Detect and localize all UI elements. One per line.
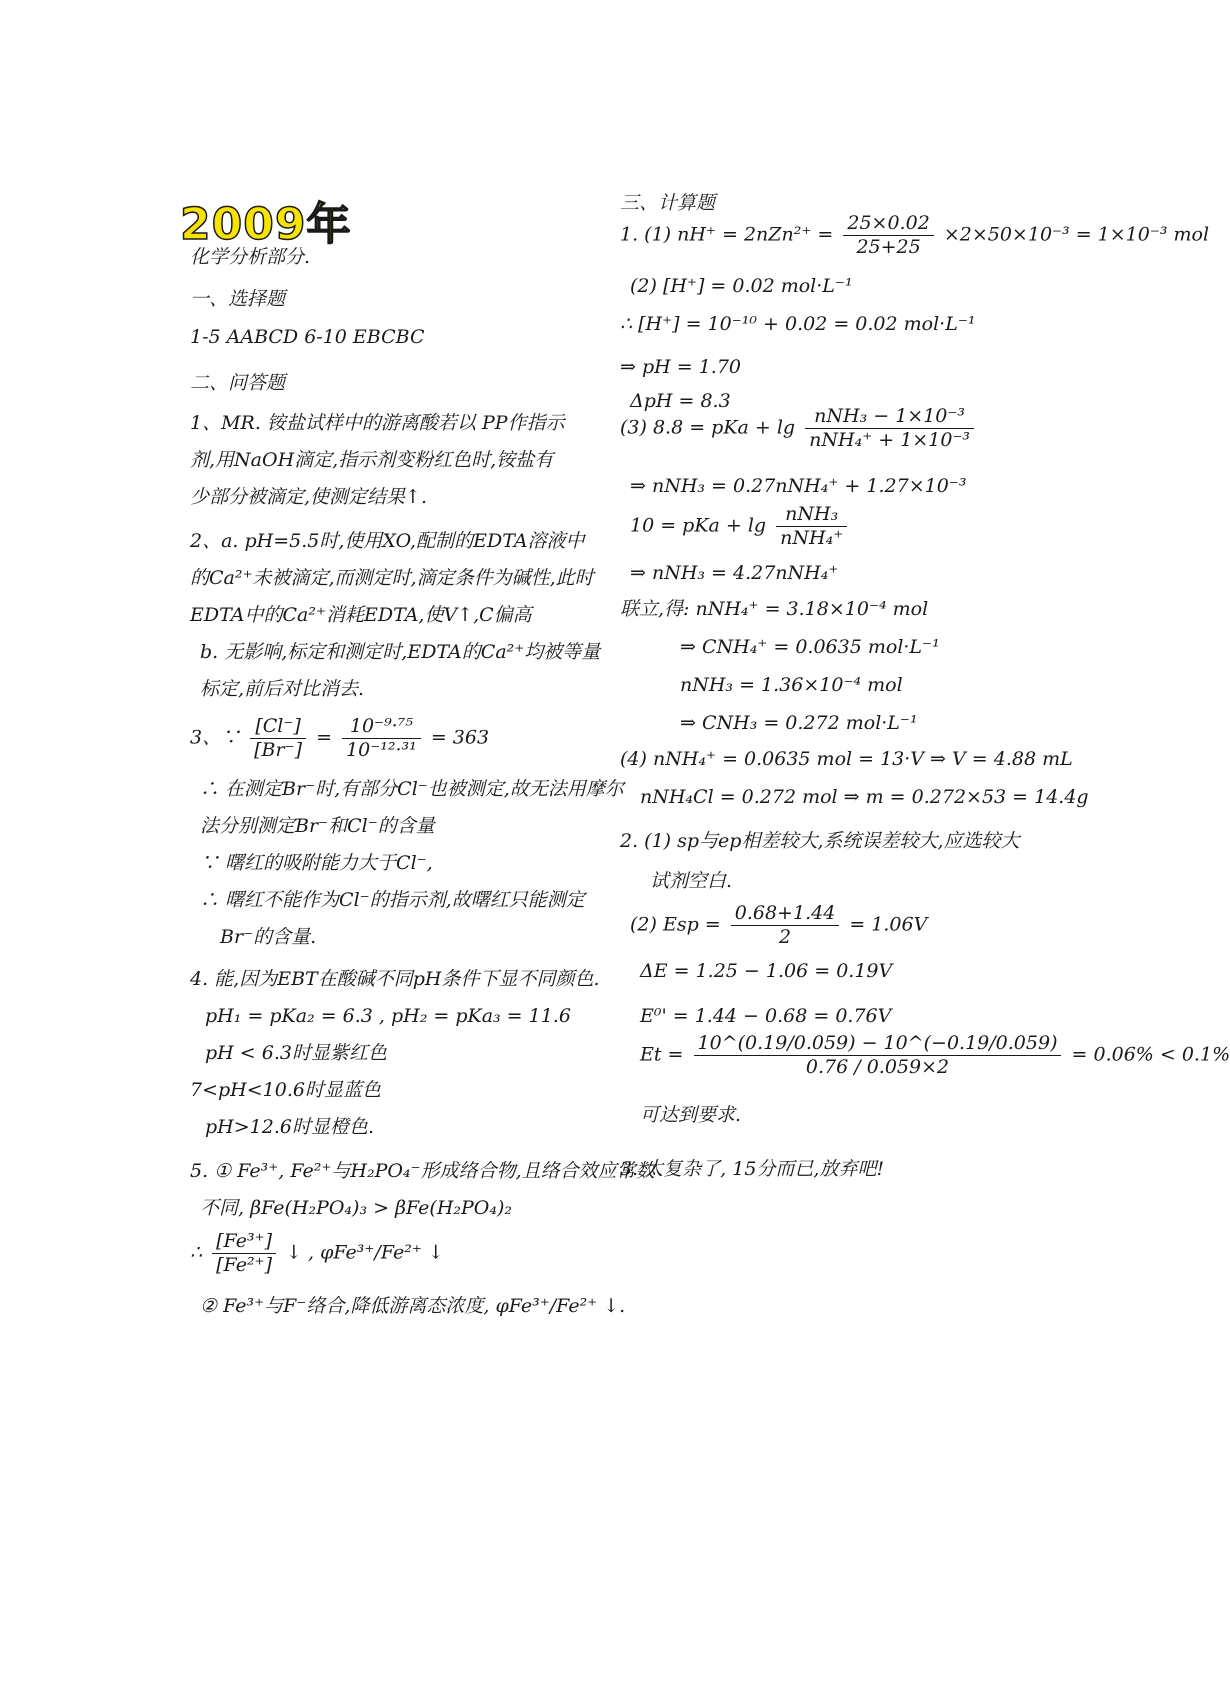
q3-equals: = — [316, 726, 333, 749]
c1-line-10: 联立,得: nNH₄⁺ = 3.18×10⁻⁴ mol — [620, 598, 929, 620]
q4-line-1: 4. 能,因为EBT在酸碱不同pH条件下显不同颜色. — [190, 968, 600, 990]
part2-header: 二、问答题 — [190, 372, 286, 394]
q2a-line-2: 的Ca²⁺未被滴定,而测定时,滴定条件为碱性,此时 — [190, 567, 594, 589]
part3-header: 三、计算题 — [620, 192, 716, 214]
q5-l3-prefix: ∴ — [190, 1241, 203, 1264]
c1-line-6 — [620, 405, 978, 452]
c1-line-3: ∴ [H⁺] = 10⁻¹⁰ + 0.02 = 0.02 mol·L⁻¹ — [620, 313, 976, 335]
c1-l1-prefix: 1. (1) nH⁺ = 2nZn²⁺ = — [620, 223, 834, 246]
q3-result: = 363 — [430, 726, 490, 749]
c1-line-9: ⇒ nNH₃ = 4.27nNH₄⁺ — [630, 562, 839, 584]
c1-l6-denominator: nNH₄⁺ + 1×10⁻³ — [809, 428, 971, 451]
q4-line-3: pH < 6.3时显紫红色 — [205, 1042, 387, 1064]
c2-line-7: 可达到要求. — [640, 1104, 742, 1126]
q5-l3-suffix: ↓ , φFe³⁺/Fe²⁺ ↓ — [286, 1241, 444, 1264]
q3-line-5: ∴ 曙红不能作为Cl⁻的指示剂,故曙红只能测定 — [200, 889, 585, 911]
q3-line-6: Br⁻的含量. — [220, 926, 317, 948]
q5-line-3 — [190, 1230, 444, 1277]
c2-l6-numerator: 10^(0.19/0.059) − 10^(−0.19/0.059) — [694, 1032, 1062, 1056]
c1-line-11: ⇒ CNH₄⁺ = 0.0635 mol·L⁻¹ — [680, 636, 940, 658]
q5-line-4: ② Fe³⁺与F⁻络合,降低游离态浓度, φFe³⁺/Fe²⁺ ↓. — [200, 1295, 626, 1317]
document-title: 2009年 — [180, 199, 352, 250]
c1-l1-numerator: 25×0.02 — [843, 212, 933, 236]
q5-ratio — [212, 1230, 276, 1277]
c1-line-7: ⇒ nNH₃ = 0.27nNH₄⁺ + 1.27×10⁻³ — [630, 475, 967, 497]
c1-l1-suffix: ×2×50×10⁻³ = 1×10⁻³ mol — [943, 223, 1210, 246]
q5-line-2: 不同, βFe(H₂PO₄)₃ > βFe(H₂PO₄)₂ — [200, 1197, 513, 1219]
q3-prefix: 3、∵ — [190, 726, 241, 749]
q5-ratio-numerator: [Fe³⁺] — [212, 1230, 276, 1254]
c3-line-1: 3. 太复杂了, 15分而已,放弃吧! — [620, 1158, 885, 1180]
c1-l1-denominator: 25+25 — [856, 235, 921, 258]
c1-line-4: ⇒ pH = 1.70 — [620, 356, 741, 378]
c2-l6-denominator: 0.76 / 0.059×2 — [805, 1055, 950, 1078]
c1-l6-numerator: nNH₃ − 1×10⁻³ — [805, 405, 974, 429]
c2-l3-prefix: (2) Esp = — [630, 913, 721, 936]
c1-line-2: (2) [H⁺] = 0.02 mol·L⁻¹ — [630, 275, 853, 297]
c2-l6-suffix: = 0.06% < 0.1% — [1071, 1043, 1230, 1066]
c2-line-1: 2. (1) sp与ep相差较大,系统误差较大,应选较大 — [620, 830, 1020, 852]
q3-ratio — [250, 715, 306, 762]
c1-l6-fraction — [805, 405, 974, 452]
c1-line-5: ΔpH = 8.3 — [630, 390, 731, 412]
c1-line-13: ⇒ CNH₃ = 0.272 mol·L⁻¹ — [680, 712, 918, 734]
c1-l1-fraction — [843, 212, 933, 259]
q2a-line-1: 2、a. pH=5.5时,使用XO,配制的EDTA溶液中 — [190, 530, 585, 552]
q3-line-4: ∵ 曙红的吸附能力大于Cl⁻, — [200, 852, 433, 874]
q4-line-4: 7<pH<10.6时显蓝色 — [190, 1079, 381, 1101]
q3-line-3: 法分别测定Br⁻和Cl⁻的含量 — [200, 815, 435, 837]
q3-value-fraction — [342, 715, 421, 762]
c1-line-8 — [630, 503, 851, 550]
q3-value-numerator: 10⁻⁹·⁷⁵ — [342, 715, 421, 739]
c2-line-2: 试剂空白. — [650, 870, 733, 892]
c1-l8-numerator: nNH₃ — [776, 503, 847, 527]
c2-l3-suffix: = 1.06V — [849, 913, 928, 936]
part1-header: 一、选择题 — [190, 288, 286, 310]
c2-line-5: E⁰' = 1.44 − 0.68 = 0.76V — [640, 1005, 892, 1027]
q1-line-3: 少部分被滴定,使测定结果↑. — [190, 486, 427, 508]
q3-ratio-denominator: [Br⁻] — [254, 738, 303, 761]
c2-l3-denominator: 2 — [778, 925, 792, 948]
q4-line-5: pH>12.6时显橙色. — [205, 1116, 374, 1138]
c1-l6-prefix: (3) 8.8 = pKa + lg — [620, 416, 796, 439]
q2a-line-3: EDTA中的Ca²⁺消耗EDTA,使V↑,C偏高 — [190, 604, 532, 626]
q5-ratio-denominator: [Fe²⁺] — [216, 1253, 272, 1276]
c1-line-15: nNH₄Cl = 0.272 mol ⇒ m = 0.272×53 = 14.4g — [640, 786, 1089, 808]
c2-l6-prefix: Et = — [640, 1043, 684, 1066]
q3-equation — [190, 715, 489, 762]
c2-l3-fraction — [731, 902, 840, 949]
q1-line-2: 剂,用NaOH滴定,指示剂变粉红色时,铵盐有 — [190, 449, 554, 471]
c1-l8-denominator: nNH₄⁺ — [780, 526, 844, 549]
q4-line-2: pH₁ = pKa₂ = 6.3 , pH₂ = pKa₃ = 11.6 — [205, 1005, 571, 1027]
c1-line-1 — [620, 212, 1209, 259]
q1-line-1: 1、MR. 铵盐试样中的游离酸若以 PP作指示 — [190, 412, 565, 434]
q2b-line-2: 标定,前后对比消去. — [200, 678, 365, 700]
section-header: 化学分析部分. — [190, 246, 311, 268]
c2-line-6 — [640, 1032, 1230, 1079]
q3-ratio-numerator: [Cl⁻] — [250, 715, 306, 739]
c1-l8-fraction — [776, 503, 847, 550]
c1-l8-prefix: 10 = pKa + lg — [630, 514, 767, 537]
c2-line-3 — [630, 902, 927, 949]
c2-l6-fraction — [694, 1032, 1062, 1079]
part1-answers: 1-5 AABCD 6-10 EBCBC — [190, 326, 425, 348]
c2-line-4: ΔE = 1.25 − 1.06 = 0.19V — [640, 960, 893, 982]
q5-line-1: 5. ① Fe³⁺, Fe²⁺与H₂PO₄⁻形成络合物,且络合效应常数 — [190, 1160, 655, 1182]
c2-l3-numerator: 0.68+1.44 — [731, 902, 840, 926]
q3-value-denominator: 10⁻¹²·³¹ — [346, 738, 417, 761]
c1-line-14: (4) nNH₄⁺ = 0.0635 mol = 13·V ⇒ V = 4.88 mL — [620, 748, 1073, 770]
c1-line-12: nNH₃ = 1.36×10⁻⁴ mol — [680, 674, 903, 696]
q2b-line-1: b. 无影响,标定和测定时,EDTA的Ca²⁺均被等量 — [200, 641, 601, 663]
q3-line-2: ∴ 在测定Br⁻时,有部分Cl⁻也被测定,故无法用摩尔 — [200, 778, 624, 800]
